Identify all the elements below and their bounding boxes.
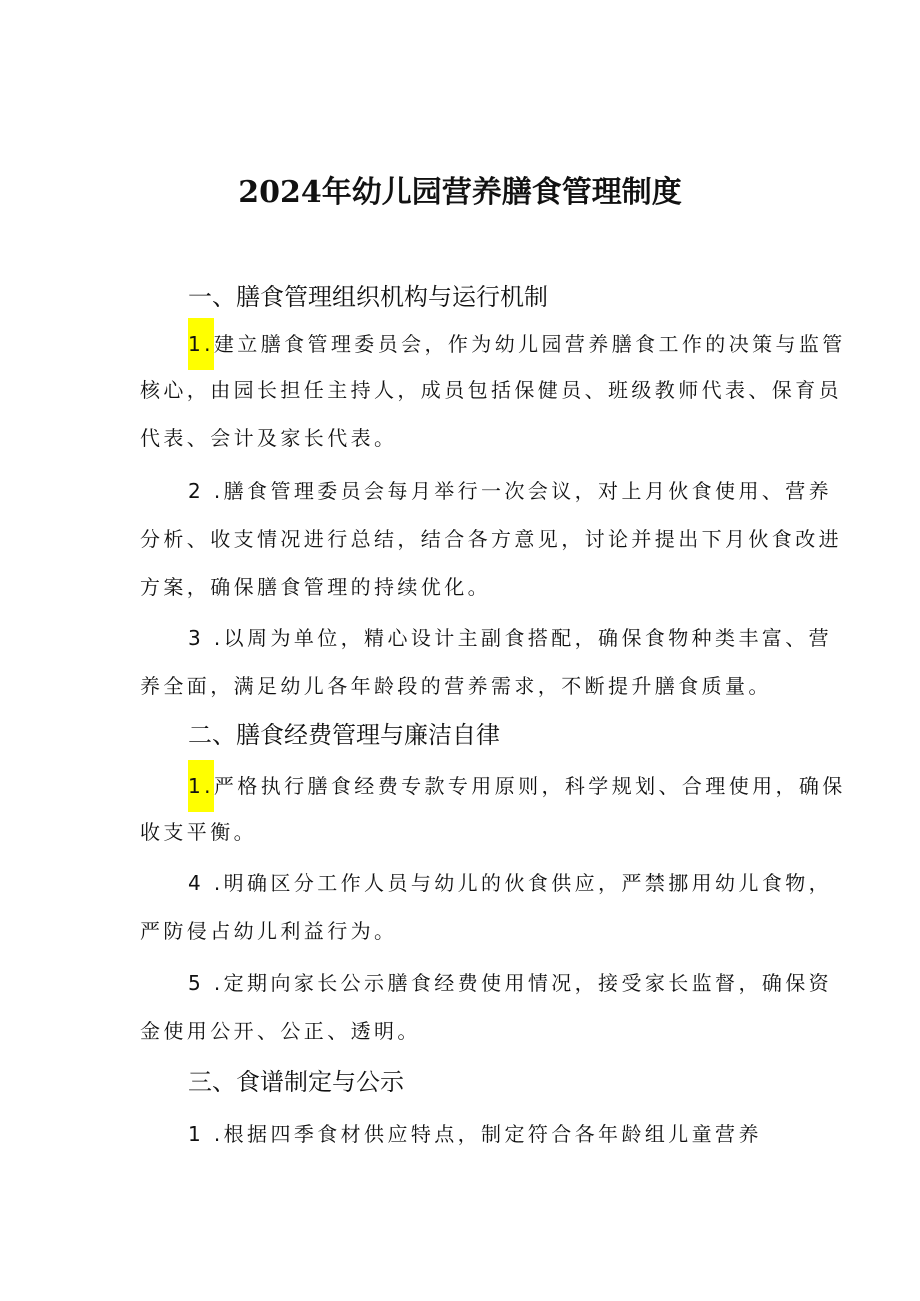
paragraph-line: 代表、会计及家长代表。 xyxy=(140,426,398,450)
paragraph-line: 金使用公开、公正、透明。 xyxy=(140,1019,421,1043)
paragraph-line: 方案，确保膳食管理的持续优化。 xyxy=(140,575,491,599)
line-text: 建立膳食管理委员会，作为幼儿园营养膳食工作的决策与监管 xyxy=(213,332,846,356)
line-text: .明确区分工作人员与幼儿的伙食供应，严禁挪用幼儿食物， xyxy=(204,871,833,895)
item-number: 1. xyxy=(188,318,214,370)
item-number: 1. xyxy=(188,760,214,812)
paragraph xyxy=(140,859,833,955)
line-text: .以周为单位，精心设计主副食搭配，确保食物种类丰富、营 xyxy=(204,626,833,650)
line-text: 严格执行膳食经费专款专用原则，科学规划、合理使用，确保 xyxy=(213,774,846,798)
paragraph-line: 收支平衡。 xyxy=(140,820,257,844)
section-heading: 三、食谱制定与公示 xyxy=(188,1068,404,1096)
paragraph-line xyxy=(140,318,846,366)
document-title: 2024年幼儿园营养膳食管理制度 xyxy=(238,175,682,210)
section-heading: 一、膳食管理组织机构与运行机制 xyxy=(188,283,548,311)
paragraph xyxy=(140,959,833,1055)
section-heading: 二、膳食经费管理与廉洁自律 xyxy=(188,721,500,749)
paragraph-line xyxy=(140,467,833,515)
paragraph xyxy=(140,1110,785,1158)
paragraph-line: 核心，由园长担任主持人，成员包括保健员、班级教师代表、保育员 xyxy=(140,378,842,402)
line-text: .膳食管理委员会每月举行一次会议，对上月伙食使用、营养 xyxy=(204,479,833,503)
paragraph xyxy=(140,318,846,462)
item-number: 3 xyxy=(188,626,205,650)
paragraph xyxy=(140,467,842,611)
paragraph-line xyxy=(140,614,833,662)
line-text: .定期向家长公示膳食经费使用情况，接受家长监督，确保资 xyxy=(204,971,833,995)
paragraph-line xyxy=(140,859,833,907)
item-number: 2 xyxy=(188,479,205,503)
paragraph-line: 严防侵占幼儿利益行为。 xyxy=(140,919,398,943)
paragraph-line xyxy=(140,959,833,1007)
paragraph-line xyxy=(140,760,846,808)
item-number: 5 xyxy=(188,971,205,995)
paragraph-line: 养全面，满足幼儿各年龄段的营养需求，不断提升膳食质量。 xyxy=(140,674,772,698)
paragraph-line: 分析、收支情况进行总结，结合各方意见，讨论并提出下月伙食改进 xyxy=(140,527,842,551)
paragraph xyxy=(140,614,833,710)
item-number: 4 xyxy=(188,871,205,895)
item-number: 1 xyxy=(188,1122,205,1146)
paragraph-line xyxy=(140,1110,785,1158)
paragraph xyxy=(140,760,846,856)
line-text: .根据四季食材供应特点，制定符合各年龄组儿童营养 xyxy=(204,1122,762,1146)
